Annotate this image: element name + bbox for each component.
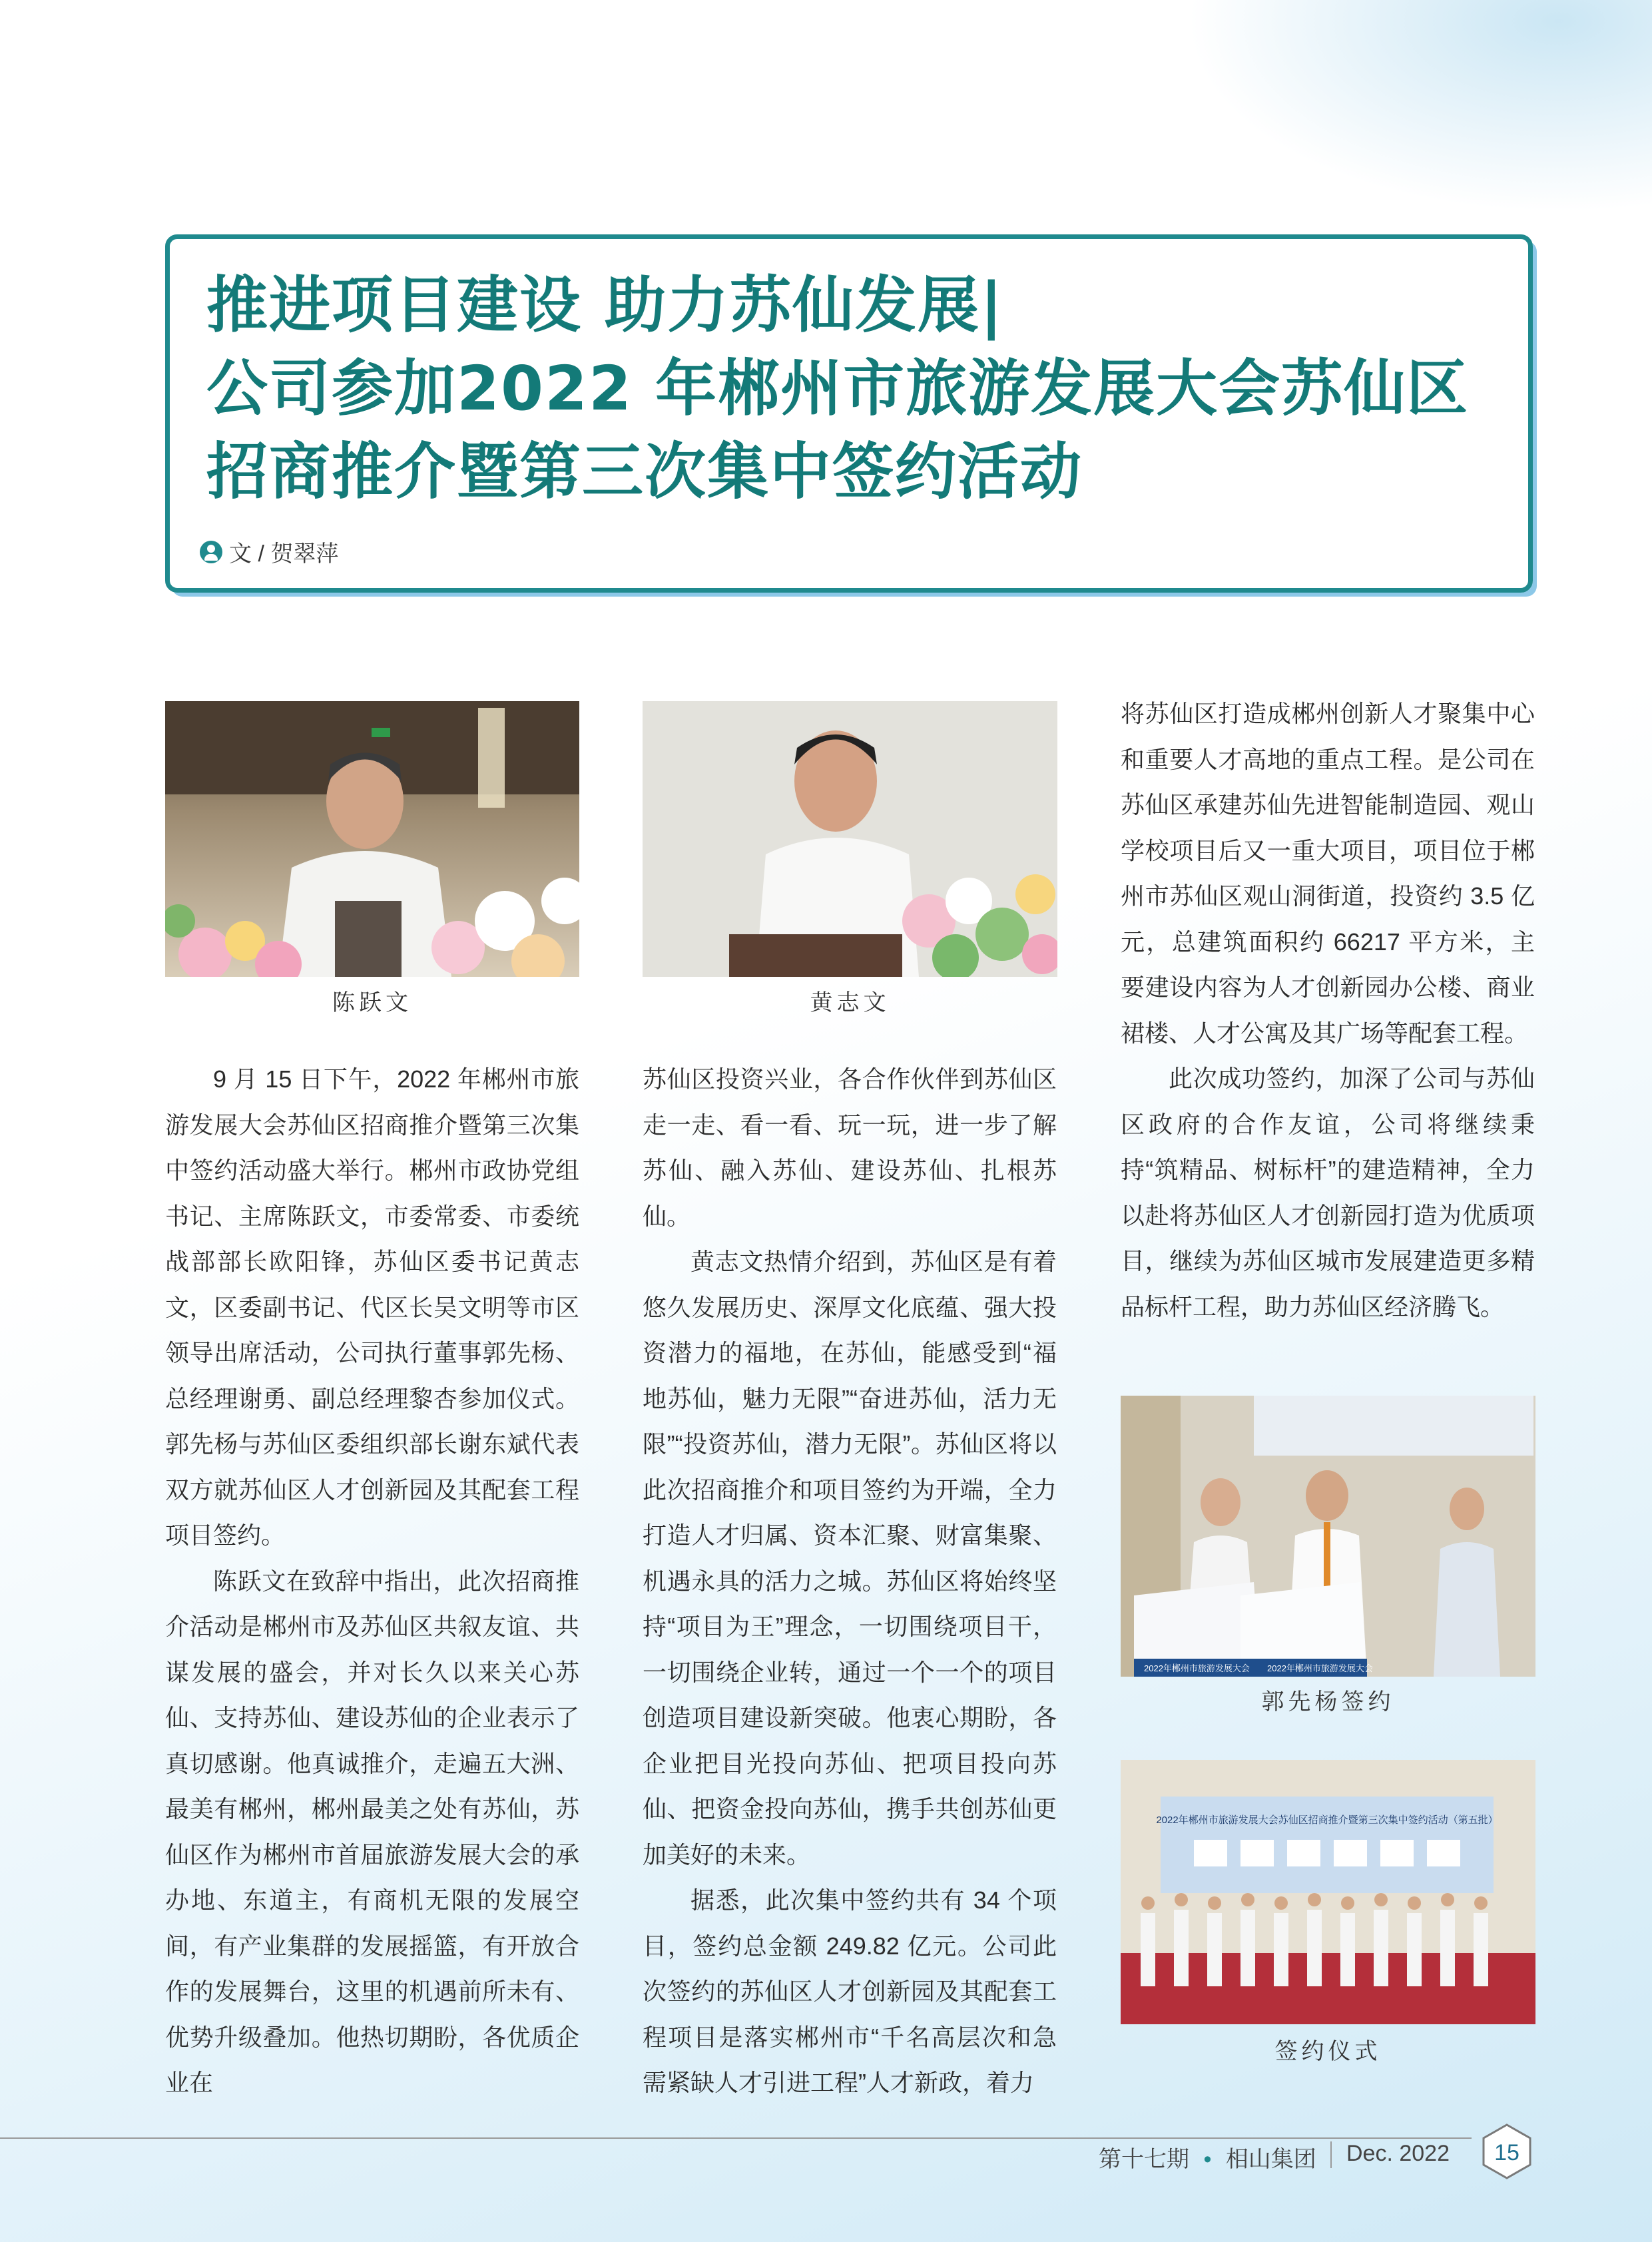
paragraph: 黄志文热情介绍到，苏仙区是有着悠久发展历史、深厚文化底蕴、强大投资潜力的福地，在苏仙，能感受到“福地苏仙，魅力无限”“奋进苏仙，活力无限”“投资苏仙，潜力无限”。苏仙区将以此次招商推介和项目签约为开端，全力打造人才归属、资本汇聚、财富集聚、机遇永具的活力之城。苏仙区将始终坚持“项目为王”理念，一切围绕项目干，一切围绕企业转，通过一个一个的项目创造项目建设新突破。他衷心期盼，各企业把目光投向苏仙、把项目投向苏仙、把资金投向苏仙，携手共创苏仙更加美好的未来。 <box>643 1248 1057 1868</box>
caption-huang-zhiwen: 黄志文 <box>810 989 890 1016</box>
paragraph: 苏仙区投资兴业，各合作伙伴到苏仙区走一走、看一看、玩一玩，进一步了解苏仙、融入苏仙、建设苏仙、扎根苏仙。 <box>643 1065 1057 1230</box>
title-line-2: 公司参加2022 年郴州市旅游发展大会苏仙区 <box>206 353 1470 424</box>
article-column-3 <box>1121 691 1535 1330</box>
caption-chen-yuewen: 陈跃文 <box>332 989 412 1016</box>
footer-issue <box>1099 2141 1316 2173</box>
photo-huang-zhiwen <box>643 701 1057 977</box>
screen-banner: 2022年郴州市旅游发展大会苏仙区招商推介暨第三次集中签约活动（第五批） <box>1156 1815 1498 1826</box>
background-watermark <box>1186 0 1652 213</box>
paragraph: 9 月 15 日下午，2022 年郴州市旅游发展大会苏仙区招商推介暨第三次集中签约活动盛大举行。郴州市政协党组书记、主席陈跃文，市委常委、市委统战部部长欧阳锋，苏仙区委书记黄志文，区委副书记、代区长吴文明等市区领导出席活动，公司执行董事郭先杨、总经理谢勇、副总经理黎杏参加仪式。郭先杨与苏仙区委组织部长谢东斌代表双方就苏仙区人才创新园及其配套工程项目签约。 <box>165 1065 579 1549</box>
photo-chen-yuewen <box>165 701 579 977</box>
footer-rule <box>0 2137 1472 2139</box>
title-line-3: 招商推介暨第三次集中签约活动 <box>206 436 1083 507</box>
photo-signing-ceremony <box>1121 1760 1535 2024</box>
byline-text: 文 / 贺翠萍 <box>229 541 339 567</box>
footer-separator: • <box>1203 2147 1212 2172</box>
caption-guo-xianyang-signing: 郭先杨签约 <box>1261 1689 1395 1715</box>
paragraph: 陈跃文在致辞中指出，此次招商推介活动是郴州市及苏仙区共叙友谊、共谋发展的盛会，并对长久以来关心苏仙、支持苏仙、建设苏仙的企业表示了真切感谢。他真诚推介，走遍五大洲、最美有郴州，郴州最美之处有苏仙，苏仙区作为郴州市首届旅游发展大会的承办地、东道主，有商机无限的发展空间，有产业集群的发展摇篮，有开放合作的发展舞台，这里的机遇前所未有、优势升级叠加。他热切期盼，各优质企业在 <box>165 1567 579 2096</box>
author-icon <box>200 541 222 563</box>
photo-signing-illustration <box>1121 1396 1535 1677</box>
board-text-1: 2022年郴州市旅游发展大会 <box>1144 1663 1250 1673</box>
paragraph: 据悉，此次集中签约共有 34 个项目，签约总金额 249.82 亿元。公司此次签约的苏仙区人才创新园及其配套工程项目是落实郴州市“千名高层次和急需紧缺人才引进工程”人才新政，着力 <box>643 1886 1057 2096</box>
photo-speaker-illustration-2 <box>643 701 1057 977</box>
photo-ceremony-illustration <box>1121 1760 1535 2024</box>
article-column-1 <box>165 1057 579 2106</box>
paragraph: 此次成功签约，加深了公司与苏仙区政府的合作友谊，公司将继续秉持“筑精品、树标杆”的建造精神，全力以赴将苏仙区人才创新园打造为优质项目，继续为苏仙区城市发展建造更多精品标杆工程，助力苏仙区经济腾飞。 <box>1121 1065 1535 1320</box>
page-number: 15 <box>1494 2140 1519 2165</box>
footer-divider <box>1330 2141 1332 2168</box>
page-number-hexagon-icon <box>1482 2123 1532 2180</box>
title-box <box>165 234 1533 593</box>
title-line-1: 推进项目建设 助力苏仙发展| <box>206 270 1004 341</box>
photo-speaker-illustration-1 <box>165 701 579 977</box>
paragraph: 将苏仙区打造成郴州创新人才聚集中心和重要人才高地的重点工程。是公司在苏仙区承建苏仙先进智能制造园、观山学校项目后又一重大项目，项目位于郴州市苏仙区观山洞街道，投资约 3.5 亿元，总建筑面积约 66217 平方米，主要建设内容为人才创新园办公楼、商业裙楼、人才公寓及其广场等配套工程。 <box>1121 700 1535 1047</box>
board-text-2: 2022年郴州市旅游发展大会 <box>1267 1663 1373 1673</box>
footer-issue-text: 第十七期 <box>1099 2147 1189 2172</box>
footer-company: 相山集团 <box>1225 2147 1316 2172</box>
caption-signing-ceremony: 签约仪式 <box>1274 2038 1382 2065</box>
byline <box>200 535 338 568</box>
photo-guo-xianyang-signing <box>1121 1396 1535 1677</box>
article-column-2 <box>643 1057 1057 2106</box>
footer-date: Dec. 2022 <box>1346 2141 1450 2166</box>
